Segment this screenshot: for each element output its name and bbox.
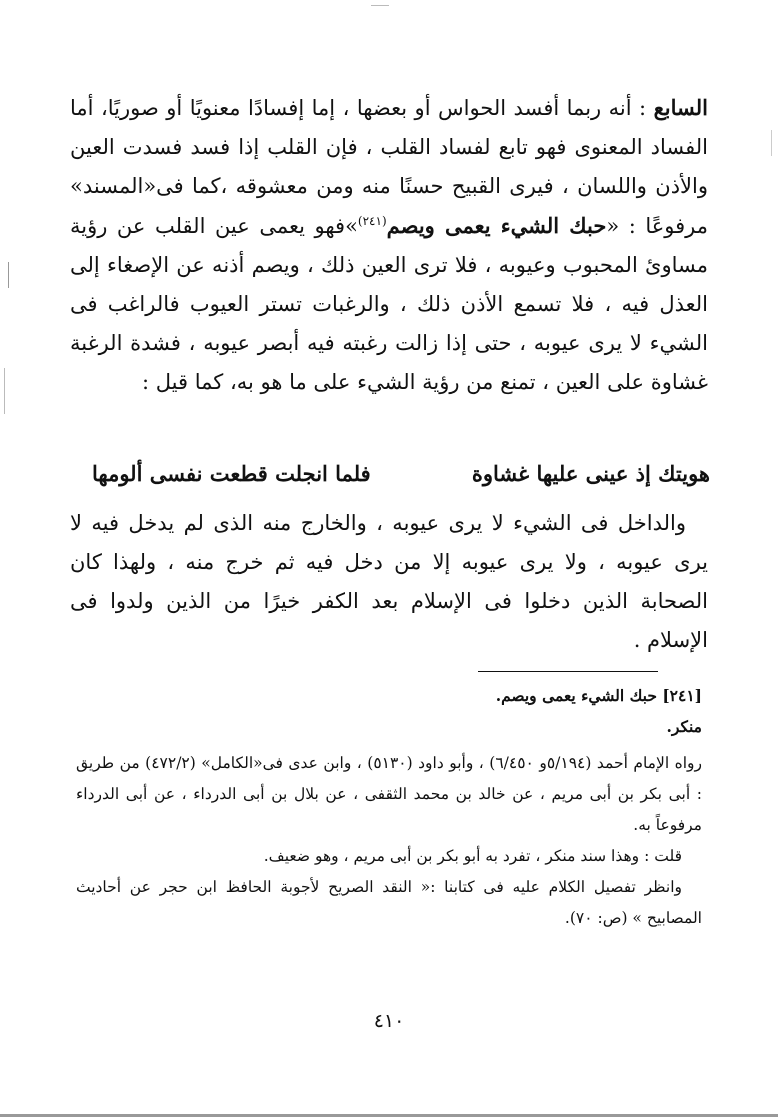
footnote-number: [٢٤١] (662, 686, 702, 705)
footnotes (76, 680, 702, 934)
footnote-reference: وانظر تفصيل الكلام عليه فى كتابنا :« النقد الصريح لأجوبة الحافظ ابن حجر عن أحاديث المصابيح » (ص: ٧٠). (76, 878, 702, 927)
paragraph-text-a: : أنه ربما أفسد الحواس أو بعضها ، إما إفسادًا معنويًا أو صوريًا، أما الفساد المعنوى فهو تابع لفساد القلب ، فإن القلب إذا فسد فسدت العين والأذن واللسان ، فيرى القبيح حسنًا منه ومن معشوقه ،كما فى«المسند» مرفوعًا : « (70, 96, 708, 238)
verse-hemistich-second: فلما انجلت قطعت نفسى ألومها (92, 461, 371, 486)
paragraph-seventh (70, 88, 708, 402)
footnote-title: حبك الشيء يعمى ويصم. (495, 686, 657, 705)
scan-mark-top (371, 5, 389, 6)
paragraph-insider: والداخل فى الشيء لا يرى عيوبه ، والخارج منه الذى لم يدخل فيه لا يرى عيوبه ، ولا يرى عيوبه إلا من دخل فيه ثم خرج منه ، ولهذا كان الصحابة الذين دخلوا فى الإسلام بعد الكفر خيرًا من الذين ولدوا فى الإسلام . (70, 511, 708, 652)
scan-mark-left (8, 262, 9, 288)
footnote-takhrij: رواه الإمام أحمد (٥/١٩٤و ٦/٤٥٠) ، وأبو داود (٥١٣٠) ، وابن عدى فى«الكامل» (٤٧٢/٢) من طريق : أبى بكر بن أبى مريم ، عن خالد بن محمد الثقفى ، عن بلال بن أبى الدرداء ، عن أبى الدرداء مرفوعاً به. (76, 754, 702, 834)
paragraph-text-b: »فهو يعمى عين القلب عن رؤية مساوئ المحبوب وعيوبه ، فلا ترى العين ذلك ، ويصم أذنه عن الإصغاء إلى العذل فيه ، فلا تسمع الأذن ذلك ، والرغبات تستر العيوب فالراغب فى الشيء لا يرى عيوبه ، حتى إذا زالت رغبته فيه أبصر عيوبه ، فشدة الرغبة غشاوة على العين ، تمنع من رؤية الشيء على ما هو به، كما قيل : (70, 214, 708, 394)
footnote-grade: منكر. (666, 717, 702, 736)
footnote-heading (76, 680, 702, 711)
scan-edge-bottom (0, 1114, 778, 1117)
page-number: ٤١٠ (373, 1010, 405, 1032)
poetry-verse (70, 454, 710, 494)
footnote-separator (478, 671, 658, 672)
scan-mark-right (771, 130, 772, 156)
section-lead: السابع (653, 95, 708, 120)
verse-hemistich-first: هويتك إذ عينى عليها غشاوة (471, 461, 710, 486)
footnote-ref[interactable]: (٢٤١) (357, 214, 387, 228)
footnote-comment: قلت : وهذا سند منكر ، تفرد به أبو بكر بن أبى مريم ، وهو ضعيف. (263, 847, 682, 865)
scan-mark-left-lower (4, 368, 5, 414)
hadith-quote: حبك الشيء يعمى ويصم (386, 213, 607, 238)
main-text (70, 88, 708, 402)
main-text-continued (70, 504, 708, 660)
